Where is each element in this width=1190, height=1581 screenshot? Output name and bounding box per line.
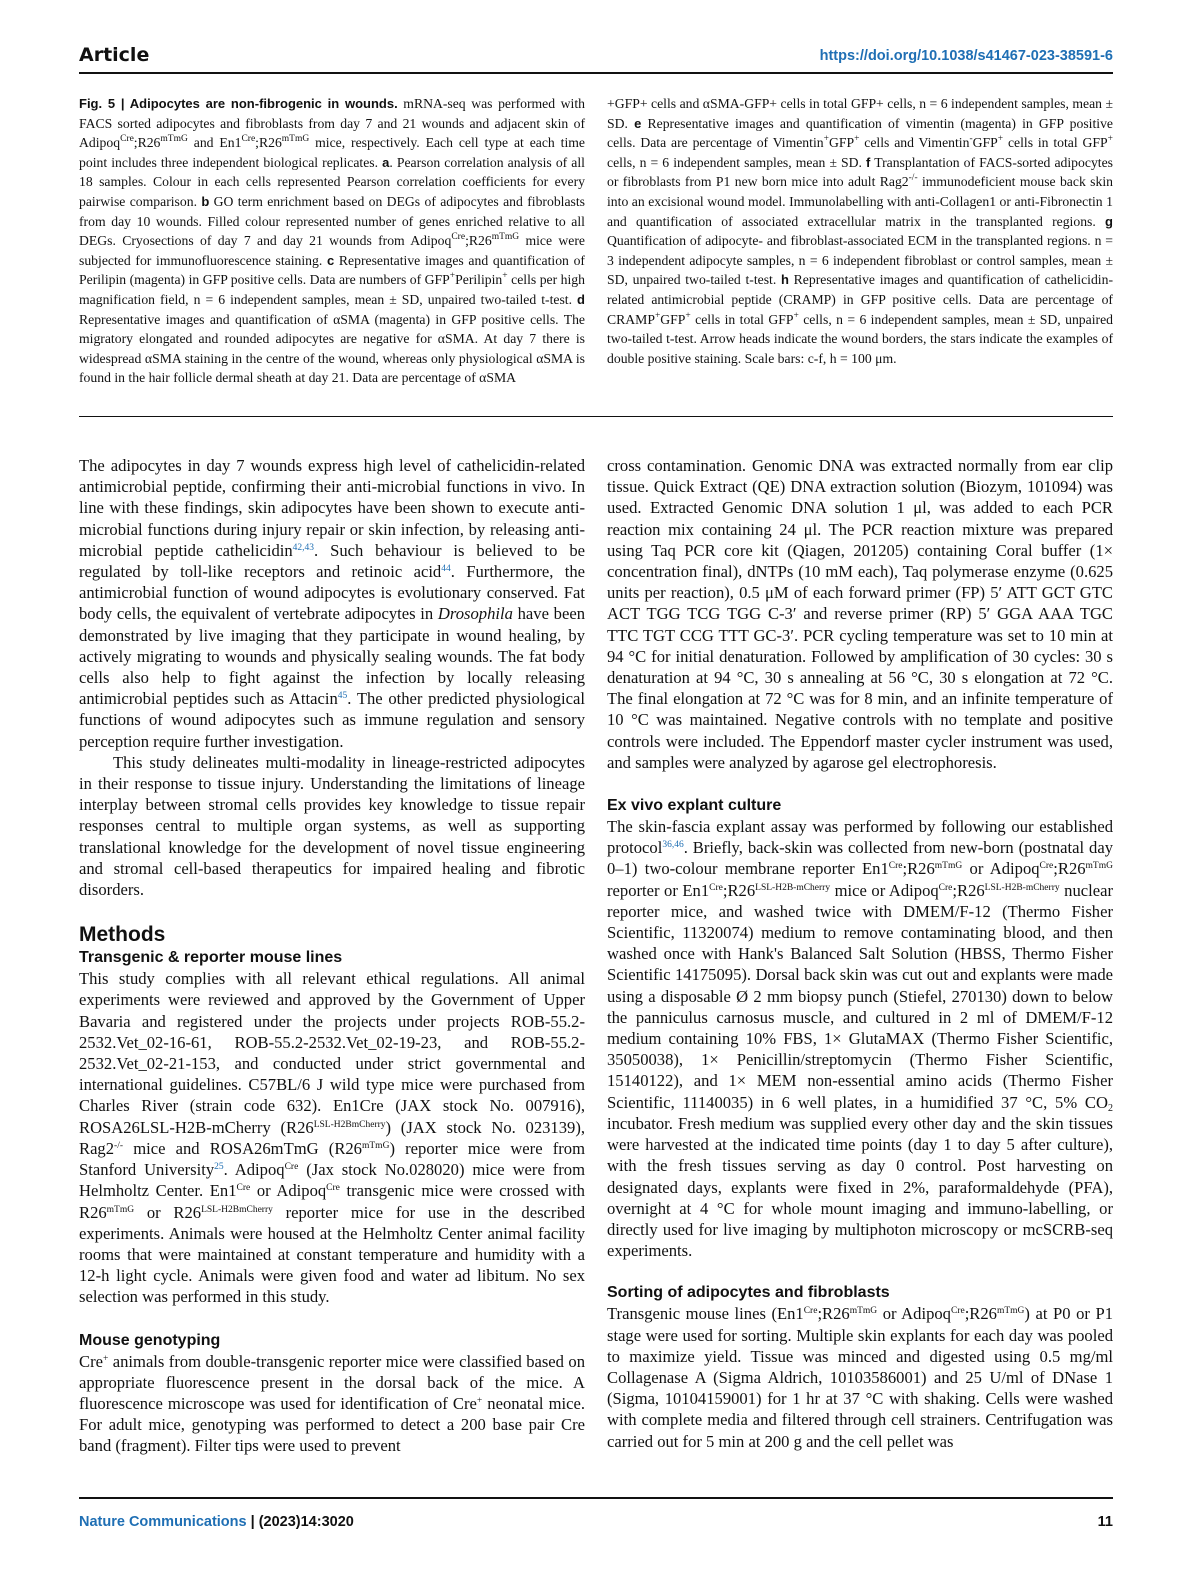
footer-rule xyxy=(79,1497,1113,1499)
transgenic-paragraph: This study complies with all relevant ethical regulations. All animal experiments were reviewed and approved by the Government of Upper Bavaria and registered under the projects under projects ROB-55.2-2532.Vet_02-16-61, ROB-55.2-2532.Vet_02-19-23, and ROB-55.2-2532.Vet_02-21-153, and conducted under strict governmental and international guidelines. C57BL/6 J wild type mice were purchased from Charles River (strain code 632). En1Cre (JAX stock No. 007916), ROSA26LSL-H2B-mCherry $(R26^{LSL-H2BmCherry})$ (JAX stock No. 023139), Rag2-/- mice and ROSA26mTmG $(R26^{mTmG})$ reporter mice were from Stanford University$^{25}$. Adipoq$^{Cre}$ (Jax stock No.028020) mice were from Helmholtz Center. $En1^{Cre}$ or Adipoq$^{Cre}$ transgenic mice were crossed with $R26^{mTmG}$ or $R26^{LSL-H2BmCherry}$ reporter mice for use in the described experiments. Animals were housed at the Helmholtz Center animal facility rooms that were maintained at constant temperature and humidity with a 12-h light cycle. Animals were given food and water ad libitum. No sex selection was performed in this study. xyxy=(79,969,586,1307)
sorting-paragraph: Transgenic mouse lines ($En1^{Cre};R26^{mTmG}$ or $Adipoq^{Cre};R26^{mTmG}$) at P0 or P1 stage were used for sorting. Multiple skin explants for each day was pooled to maximize yield. Tissue was minced and digested using 0.5 mg/ml Collagenase A (Sigma Aldrich, 10103586001) and 25 U/ml of DNase 1 (Sigma, 10104159001) for 1 hr at 37 °C with shaking. Cells were washed with complete media and filtered through cell strainers. Centrifugation was carried out for 5 min at 200 g and the cell pellet was xyxy=(607,1304,1114,1451)
transgenic-heading: Transgenic & reporter mouse lines xyxy=(79,949,343,967)
header-rule xyxy=(79,72,1113,74)
sorting-heading: Sorting of adipocytes and fibroblasts xyxy=(607,1284,890,1302)
caption-left-text: mRNA-seq was performed with FACS sorted adipocytes and fibroblasts from day 7 and 21 wounds and adjacent skin of $Adipoq^{Cre};R26^{mTmG}$ and $En1^{Cre};R26^{mTmG}$ mice, respectively. Each cell type at each time point includes three independent biological replicates. a. Pearson correlation analysis of all 18 samples. Colour in each cells represented Pearson correlation coefficients for every pairwise comparison. b GO term enrichment based on DEGs of adipocytes and fibroblasts from day 10 wounds. Filled colour represented number of genes enriched relative to all DEGs. Cryosections of day 7 and day 21 wounds from $Adipoq^{Cre};R26^{mTmG}$ mice were subjected for immunofluorescence staining. c Representative images and quantification of Perilipin (magenta) in GFP positive cells. Data are numbers of GFP+Perilipin+ cells per high magnification field, n = 6 independent samples, mean ± SD, unpaired two-tailed t-test. d Representative images and quantification of αSMA (magenta) in GFP positive cells. The migratory elongated and rounded adipocytes are negative for αSMA. At day 7 there is widespread αSMA staining in the centre of the wound, whereas only physiological αSMA is found in the hair follicle dermal sheath at day 21. Data are percentage of αSMA xyxy=(79,96,585,386)
caption-left-column xyxy=(79,94,585,388)
discussion-paragraph-1: The adipocytes in day 7 wounds express high level of cathelicidin-related antimicrobial peptide, confirming their anti-microbial functions in vivo. In line with these findings, skin adipocytes have been shown to execute anti-microbial functions during injury repair or skin infection, by releasing anti-microbial peptide cathelicidin$^{42,43}$. Such behaviour is believed to be regulated by toll-like receptors and retinoic acid$^{44}$. Furthermore, the antimicrobial function of wound adipocytes is evolutionary conserved. Fat body cells, the equivalent of vertebrate adipocytes in Drosophila have been demonstrated by live imaging that they participate in wound healing, by actively migrating to wounds and physically sealing wounds. The fat body cells also help to fight against the infection by locally releasing antimicrobial peptides such as Attacin$^{45}$. The other predicted physiological functions of wound adipocytes such as immune regulation and sensory perception require further investigation. xyxy=(79,456,586,751)
citation-info: | (2023)14:3020 xyxy=(246,1514,354,1530)
doi-link[interactable]: https://doi.org/10.1038/s41467-023-38591-6 xyxy=(819,48,1113,64)
right-column xyxy=(607,455,1113,1452)
article-type-label: Article xyxy=(79,44,150,66)
page-footer xyxy=(79,1514,1113,1538)
caption-right-text: +GFP+ cells and αSMA-GFP+ cells in total GFP+ cells, n = 6 independent samples, mean ± SD. e Representative images and quantification of vimentin (magenta) in GFP positive cells. Data are percentage of Vimentin+GFP+ cells and Vimentin-GFP+ cells in total GFP+ cells, n = 6 independent samples, mean ± SD. f Transplantation of FACS-sorted adipocytes or fibroblasts from P1 new born mice into adult Rag2-/- immunodeficient mouse back skin into an excisional wound model. Immunolabelling with anti-Collagen1 or anti-Fibronectin 1 and quantification of associated extracellular matrix in the transplanted regions. g Quantification of adipocyte- and fibroblast-associated ECM in the transplanted regions. n = 3 independent adipocyte samples, n = 6 independent fibroblast or control samples, mean ± SD, unpaired two-tailed t-test. h Representative images and quantification of cathelicidin-related antimicrobial peptide (CRAMP) in GFP positive cells. Data are percentage of CRAMP+GFP+ cells in total GFP+ cells, n = 6 independent samples, mean ± SD, unpaired two-tailed t-test. Arrow heads indicate the wound borders, the stars indicate the examples of double positive staining. Scale bars: c-f, h = 100 μm. xyxy=(607,96,1114,366)
caption-right-column xyxy=(607,94,1113,368)
explant-paragraph: The skin-fascia explant assay was performed by following our established protocol$^{36,46}$. Briefly, back-skin was collected from new-born (postnatal day 0–1) two-colour membrane reporter $En1^{Cre};R26^{mTmG}$ or $Adipoq^{Cre};R26^{mTmG}$ reporter or $En1^{Cre};R26^{LSL-H2B-mCherry}$ mice or $Adipoq^{Cre};R26^{LSL-H2B-mCherry}$ nuclear reporter mice, and washed twice with DMEM/F-12 (Thermo Fisher Scientific, 11320074) medium to remove contaminating blood, and then washed once with Hank's Balanced Salt Solution (HBSS, Thermo Fisher Scientific 14175095). Dorsal back skin was cut out and explants were made using a disposable Ø 2 mm biopsy punch (Stiefel, 270130) down to below the panniculus carnosus muscle, and cultured in 2 ml of DMEM/F-12 medium containing 10% FBS, 1× GlutaMAX (Thermo Fisher Scientific, 35050038), 1× Penicillin/streptomycin (Thermo Fisher Scientific, 15140122), and 1× MEM non-essential amino acids (Thermo Fisher Scientific, 11140035) in 6 well plates, in a humidified 37 °C, 5% $CO_2$ incubator. Fresh medium was supplied every other day and the skin tissues were harvested at the indicated time points (day 1 to day 5 after culture), with the fresh tissues serving as day 0 control. Post harvesting on designated days, explants were fixed in 2%, paraformaldehyde (PFA), overnight at 4 °C for whole mount imaging and immuno-labelling, or directly used for live imaging by multiphoton microscopy or mcSCRB-seq experiments. xyxy=(607,817,1113,1261)
genotyping-heading: Mouse genotyping xyxy=(79,1331,221,1349)
figure-label: Fig. 5 | Adipocytes are non-fibrogenic in wounds. xyxy=(79,96,398,111)
journal-name: Nature Communications xyxy=(79,1514,247,1530)
page-number: 11 xyxy=(1097,1514,1113,1530)
page-header xyxy=(79,40,1113,70)
genotyping-paragraph-continued: cross contamination. Genomic DNA was extracted normally from ear clip tissue. Quick Extract (QE) DNA extraction solution (Biozym, 101094) was used. Extracted Genomic DNA solution 1 μl, was added to each PCR reaction mix containing 24 μl. The PCR reaction mixture was prepared using Taq PCR core kit (Qiagen, 201205) containing Coral buffer (1× concentration final), dNTPs (10 mM each), Taq polymerase enzyme (0.625 units per reaction), 0.5 μM of each forward primer (FP) 5′ ATT GCT GTC ACT TGG TCG TGG C-3′ and reverse primer (RP) 5′ GGA AAA TGC TTC TGT CCG TTT GC-3′. PCR cycling temperature was set to 10 min at 94 °C for initial denaturation. Followed by amplification of 30 cycles: 30 s denaturation at 94 °C, 30 s annealing at 56 °C, 30 s elongation at 72 °C. The final elongation at 72 °C was for 8 min, and an infinite temperature of 10 °C was maintained. Negative controls with no template and positive controls were included. The Eppendorf master cycler instrument was used, and samples were analyzed by agarose gel electrophoresis. xyxy=(607,456,1113,772)
methods-heading: Methods xyxy=(79,923,166,947)
genotyping-paragraph: Cre+ animals from double-transgenic reporter mice were classified based on appropriate fluorescence present in the dorsal back of the mice. A fluorescence microscope was used for identification of Cre+ neonatal mice. For adult mice, genotyping was performed to detect a 200 base pair Cre band (fragment). Filter tips were used to prevent xyxy=(79,1351,586,1456)
explant-heading: Ex vivo explant culture xyxy=(607,797,782,815)
discussion-paragraph-2: This study delineates multi-modality in lineage-restricted adipocytes in their response to tissue injury. Understanding the limitations of lineage interplay between stromal cells provides key knowledge to tissue repair responses central to multiple organ systems, as well as supporting translational knowledge for the development of novel tissue engineering and stromal cell-based therapeutics for impaired healing and fibrotic disorders. xyxy=(79,752,585,900)
left-column xyxy=(79,455,585,1457)
caption-rule xyxy=(79,416,1113,417)
